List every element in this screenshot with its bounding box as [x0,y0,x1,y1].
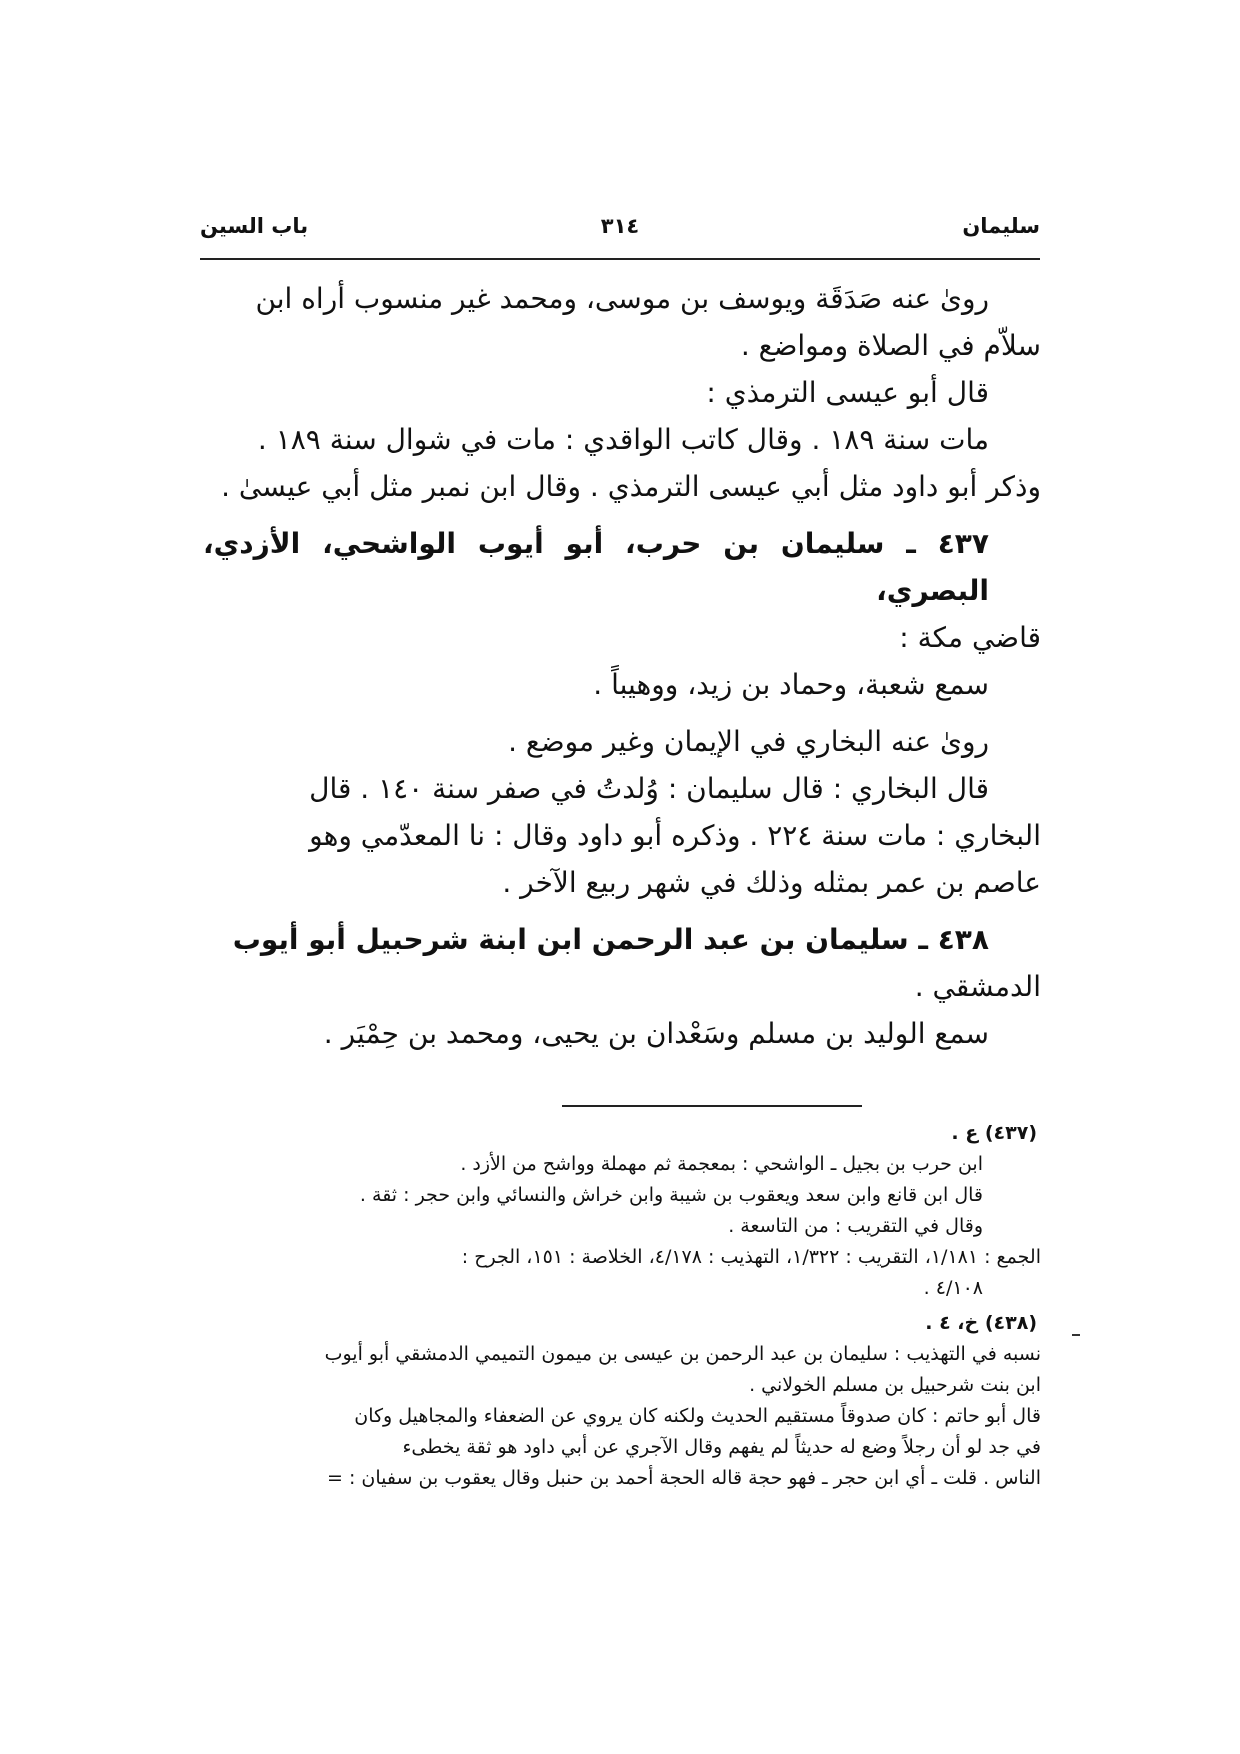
footnote-line: نسبه في التهذيب : سليمان بن عبد الرحمن بن عيسى بن ميمون التميمي الدمشقي أبو أيوب [324,1343,1041,1365]
text-line: قاضي مكة : [899,621,1041,654]
page-number: ٣١٤ [600,214,640,238]
text-line: قال البخاري : قال سليمان : وُلدتُ في صفر سنة ١٤٠ . قال [309,772,989,805]
running-header [200,208,1040,248]
header-entry-name: سليمان [962,214,1040,238]
margin-mark [1072,1334,1080,1336]
footnotes [203,1118,1041,1494]
text-line: رویٰ عنه صَدَقَة ويوسف بن موسى، ومحمد غير منسوب أراه ابن [255,282,989,315]
entry-heading-438: ٤٣٨ ـ سليمان بن عبد الرحمن ابن ابنة شرحبيل أبو أيوب [232,923,989,956]
text-line: قال أبو عيسى الترمذي : [706,376,989,409]
footnote-heading-438: (٤٣٨) خ، ٤ . [925,1312,1037,1334]
footnote-line: ابن بنت شرحبيل بن مسلم الخولاني . [749,1374,1041,1396]
footnote-line: ابن حرب بن بجيل ـ الواشحي : بمعجمة ثم مهملة وواشح من الأزد . [460,1153,983,1175]
footnote-line: ٤/١٠٨ . [923,1277,983,1299]
text-line: مات سنة ١٨٩ . وقال كاتب الواقدي : مات في شوال سنة ١٨٩ . [257,423,989,456]
footnote-line: الجمع : ١/١٨١، التقريب : ١/٣٢٢، التهذيب : ٤/١٧٨، الخلاصة : ١٥١، الجرح : [461,1246,1041,1268]
header-rule [200,258,1040,260]
text-line: الدمشقي . [914,970,1041,1003]
footnote-separator [562,1105,862,1107]
text-line: سمع شعبة، وحماد بن زيد، ووهيباً . [593,668,989,701]
footnote-line: قال أبو حاتم : كان صدوقاً مستقيم الحديث ولكنه كان يروي عن الضعفاء والمجاهيل وكان [354,1405,1041,1427]
footnote-line: قال ابن قانع وابن سعد ويعقوب بن شيبة وابن خراش والنسائي وابن حجر : ثقة . [359,1184,983,1206]
text-line: عاصم بن عمر بمثله وذلك في شهر ربيع الآخر . [502,866,1041,899]
footnote-line: الناس . قلت ـ أي ابن حجر ـ فهو حجة قاله الحجة أحمد بن حنبل وقال يعقوب بن سفيان : = [327,1467,1041,1489]
entry-heading-437: ٤٣٧ ـ سليمان بن حرب، أبو أيوب الواشحي، الأزدي، البصري، [203,527,989,607]
header-chapter-title: باب السين [200,214,309,238]
footnote-line: وقال في التقريب : من التاسعة . [728,1215,983,1237]
text-line: وذكر أبو داود مثل أبي عيسى الترمذي . وقال ابن نمبر مثل أبي عيسىٰ . [221,470,1041,503]
text-line: سمع الوليد بن مسلم وسَعْدان بن يحيى، ومحمد بن حِمْيَر . [323,1017,989,1050]
footnote-heading-437: (٤٣٧) ع . [951,1122,1037,1144]
text-line: روىٰ عنه البخاري في الإيمان وغير موضع . [508,725,989,758]
text-line: البخاري : مات سنة ٢٢٤ . وذكره أبو داود وقال : نا المعدّمي وهو [309,819,1041,852]
text-line: سلاّم في الصلاة ومواضع . [740,329,1041,362]
main-text [203,275,1041,1057]
footnote-line: في جد لو أن رجلاً وضع له حديثاً لم يفهم وقال الآجري عن أبي داود هو ثقة يخطىء [402,1436,1041,1458]
